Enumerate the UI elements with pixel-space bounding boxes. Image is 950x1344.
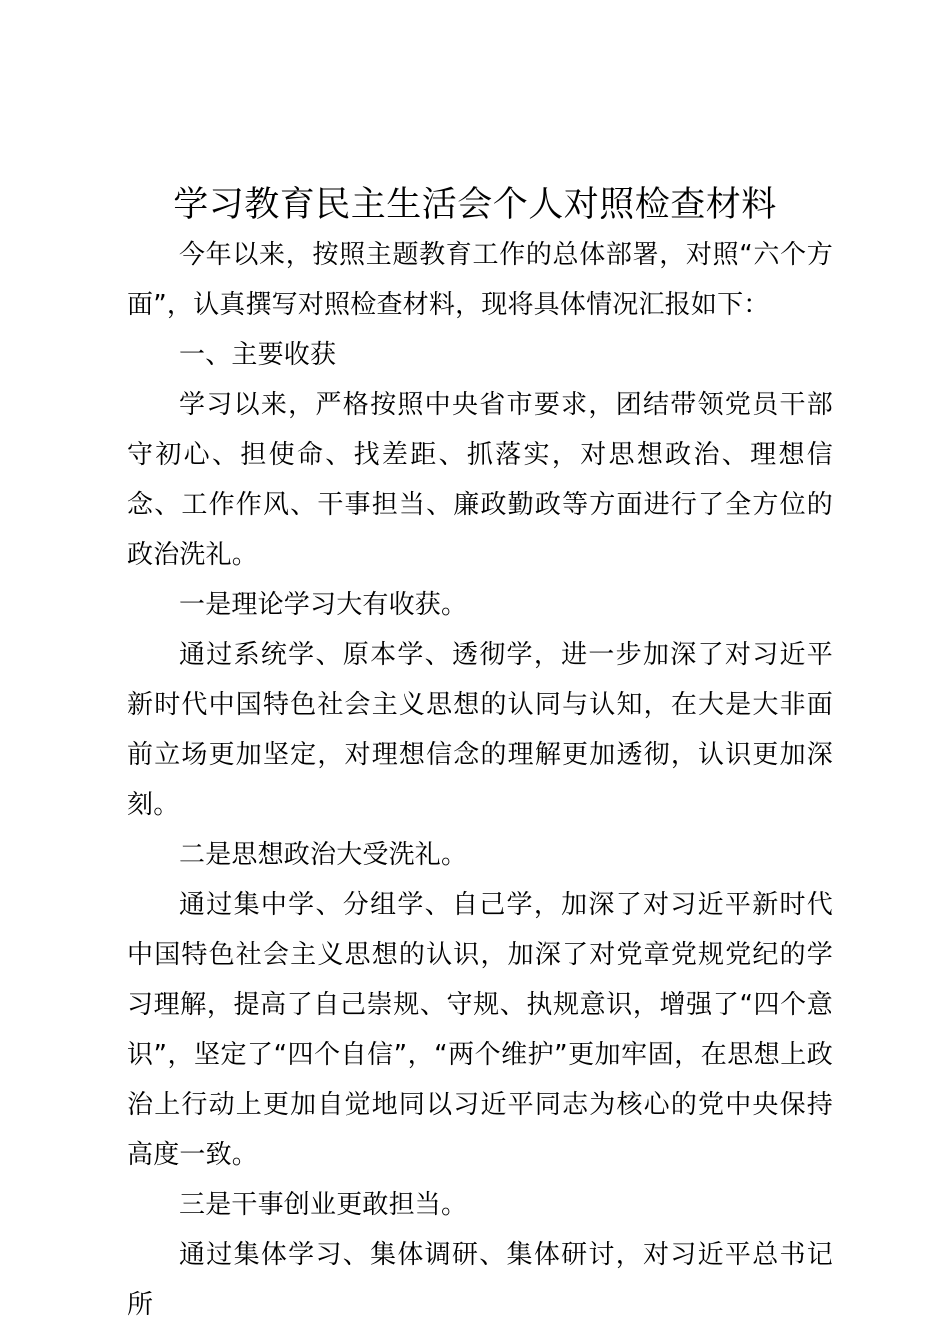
political-thought-paragraph: 通过集中学、分组学、自己学，加深了对习近平新时代中国特色社会主义思想的认识，加深了对党章党规党纪的学习理解，提高了自己崇规、守规、执规意识，增强了“四个意识”，坚定了“四个自信”，“两个维护”更加牢固，在思想上政治上行动上更加自觉地同以习近平同志为核心的党中央保持高度一致。 (127, 890, 833, 1170)
subheading-political-thought: 二是思想政治大受洗礼。 (179, 840, 468, 870)
theory-study-paragraph: 通过系统学、原本学、透彻学，进一步加深了对习近平新时代中国特色社会主义思想的认同与认知，在大是大非面前立场更加坚定，对理想信念的理解更加透彻，认识更加深刻。 (127, 640, 833, 820)
responsibility-paragraph: 通过集体学习、集体调研、集体研讨，对习近平总书记所 (127, 1240, 833, 1320)
document-body (127, 230, 833, 1330)
gains-summary-paragraph: 学习以来，严格按照中央省市要求，团结带领党员干部守初心、担使命、找差距、抓落实，对思想政治、理想信念、工作作风、干事担当、廉政勤政等方面进行了全方位的政治洗礼。 (127, 390, 833, 570)
section-heading-main-gains: 一、主要收获 (179, 340, 337, 370)
subheading-theory-study: 一是理论学习大有收获。 (179, 590, 468, 620)
document-title: 学习教育民主生活会个人对照检查材料 (173, 185, 777, 225)
subheading-responsibility: 三是干事创业更敢担当。 (179, 1190, 468, 1220)
intro-paragraph: 今年以来，按照主题教育工作的总体部署，对照“六个方面”，认真撰写对照检查材料，现将具体情况汇报如下： (127, 240, 833, 320)
